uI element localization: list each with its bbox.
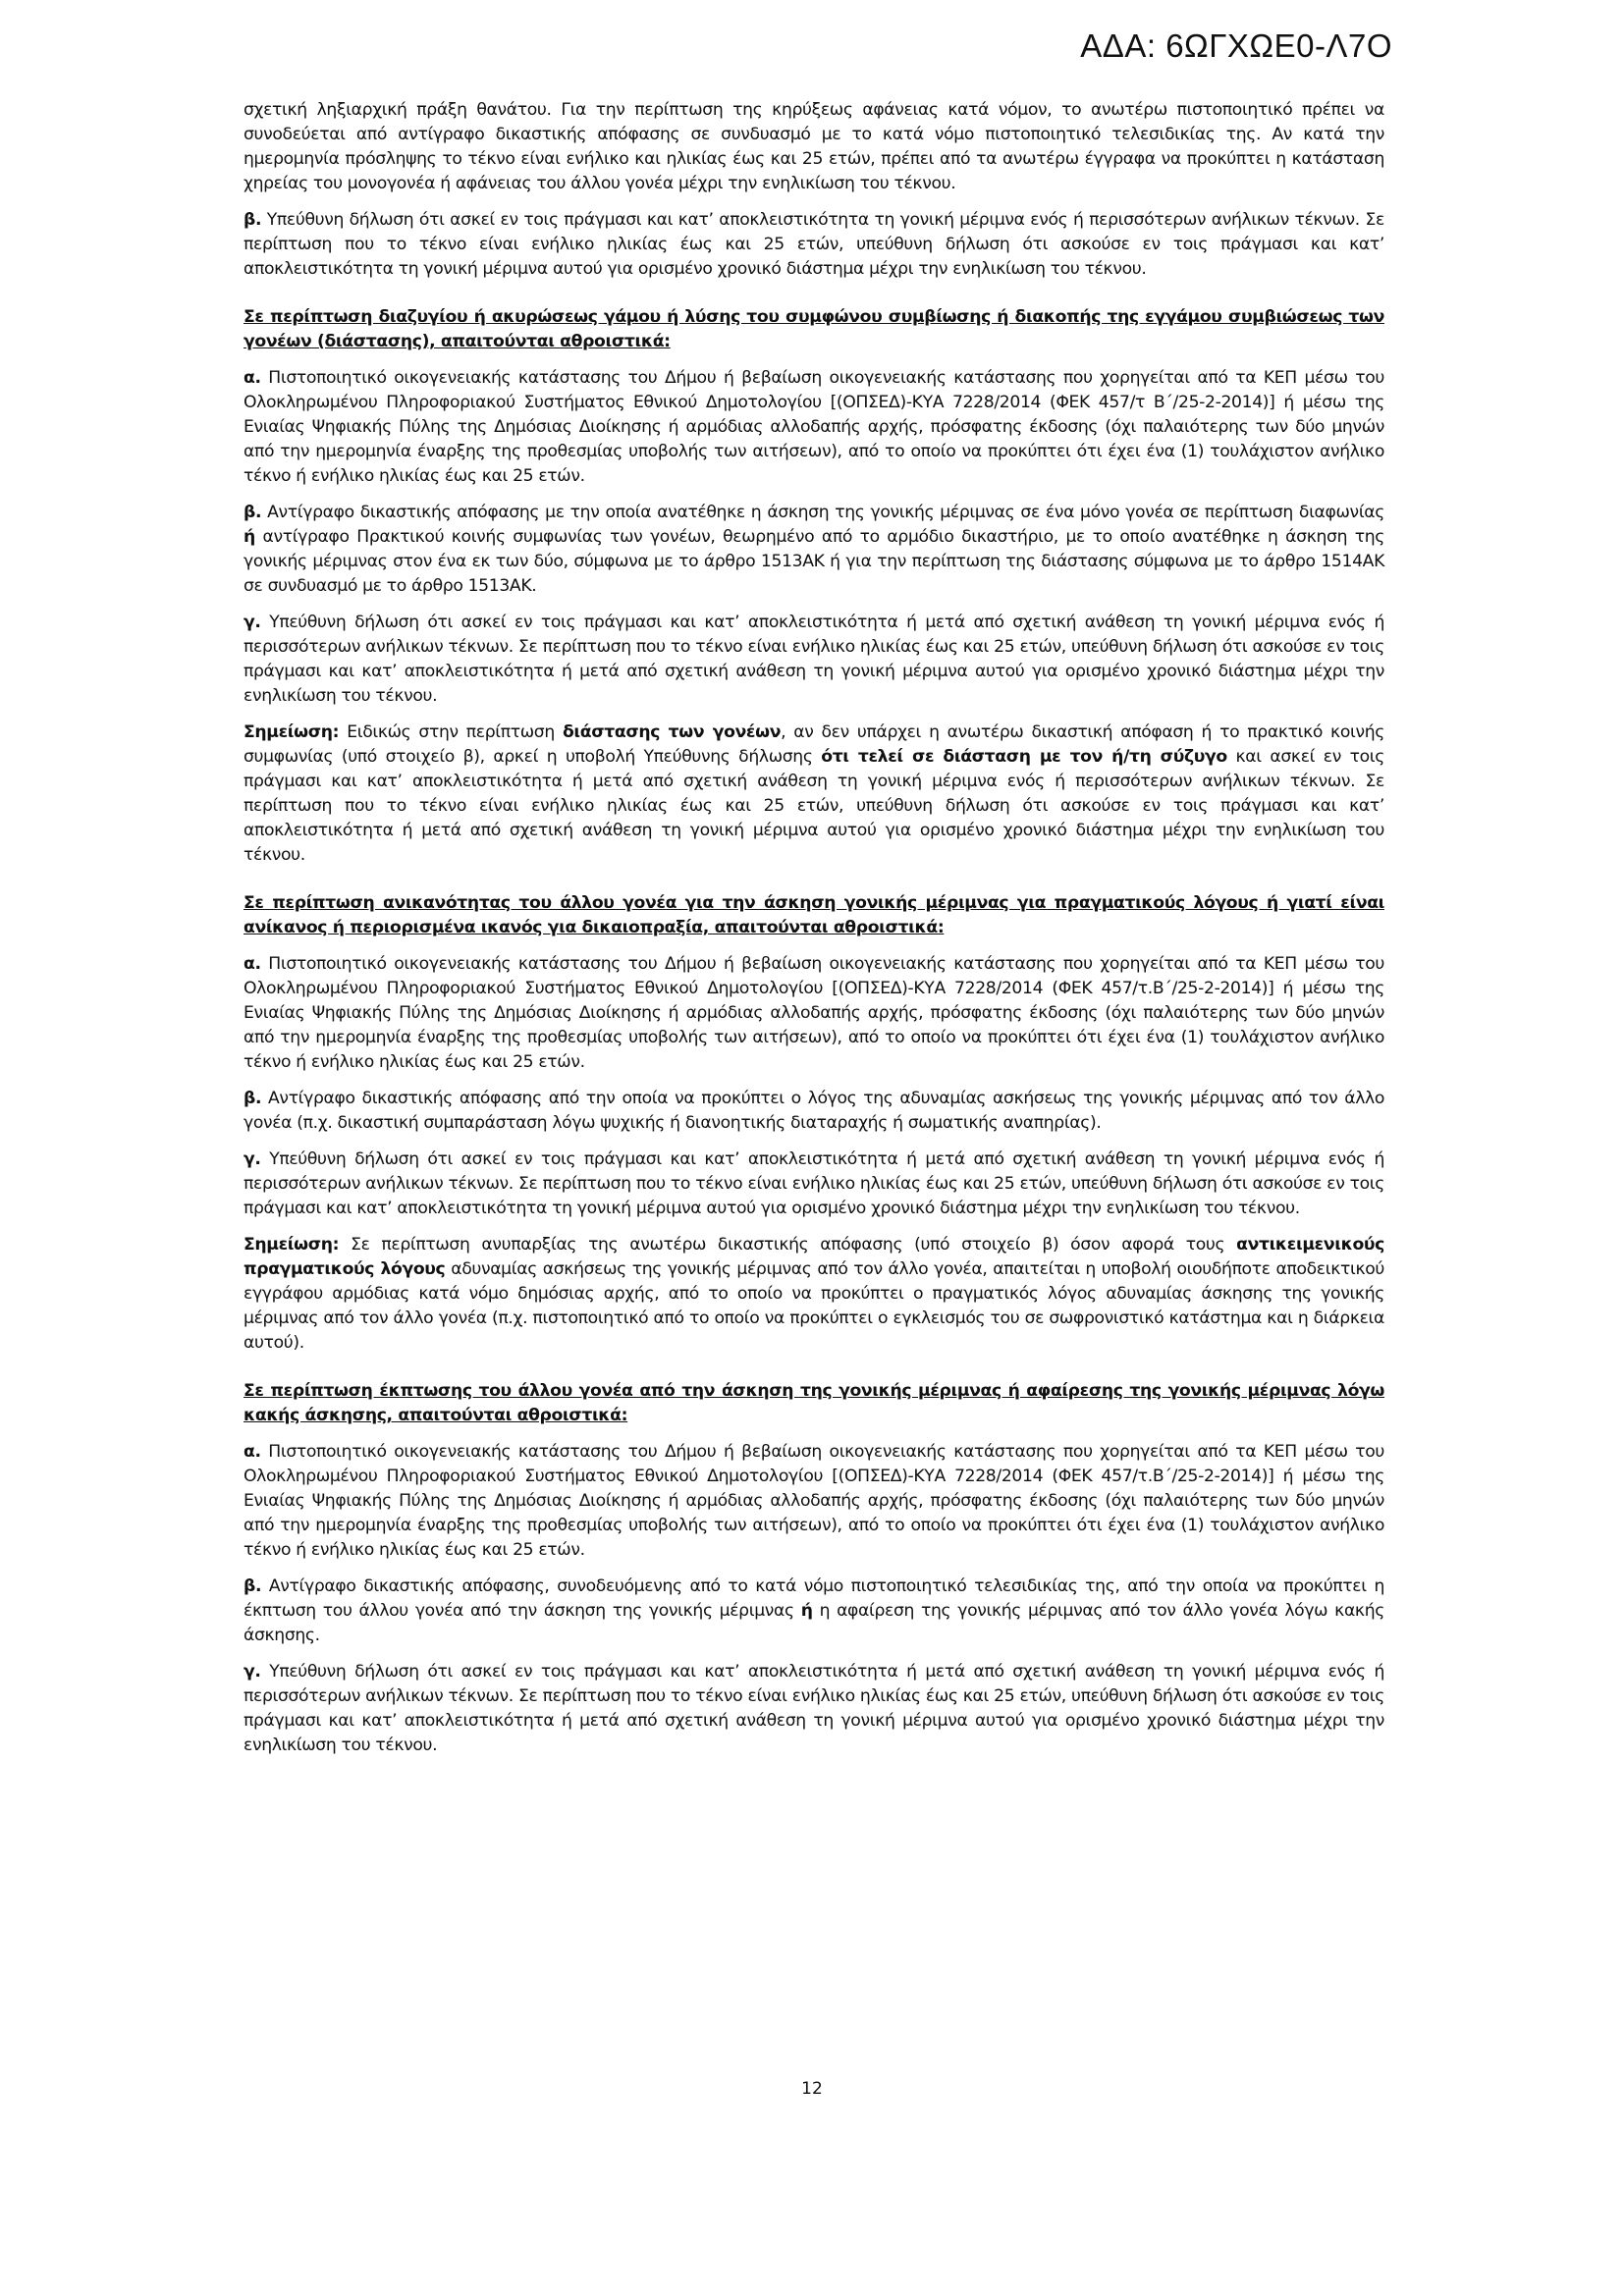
item-text: αντίγραφο Πρακτικού κοινής συμφωνίας των γονέων, θεωρημένο από το αρμόδιο δικαστήριο, με το οποίο ανατέθηκε η άσκηση της γονικής μέριμνας στον ένα εκ των δύο, σύμφωνα με το άρθρο 1513ΑΚ ή για την περίπτωση της διάστασης σύμφωνα με το άρθρο 1514ΑΚ σε συνδυασμό με το άρθρο 1513ΑΚ. — [244, 527, 1384, 596]
section1-item-b — [244, 501, 1384, 599]
bold-text: αντικειμενικούς πραγματικούς λόγους — [244, 1235, 1384, 1279]
item-text: η αφαίρεση της γονικής μέριμνας από τον άλλο γονέα λόγω κακής άσκησης. — [244, 1601, 1384, 1645]
item-label: α. — [244, 954, 261, 974]
section-heading-deprivation: Σε περίπτωση έκπτωσης του άλλου γονέα από την άσκηση της γονικής μέριμνας ή αφαίρεσης της γονικής μέριμνας λόγω κακής άσκησης, απαιτούνται αθροιστικά: — [244, 1381, 1384, 1425]
note-text: αδυναμίας ασκήσεως της γονικής μέριμνας από τον άλλο γονέα, απαιτείται η υποβολή οιουδήποτε αποδεικτικού εγγράφου αρμόδιας κατά νόμο δημόσιας αρχής, από το οποίο να προκύπτει ο πραγματικός λόγος αδυναμίας άσκησης της γονικής μέριμνας από τον άλλο γονέα (π.χ. πιστοποιητικό από το οποίο να προκύπτει ο εγκλεισμός του σε σωφρονιστικό κατάστημα και η διάρκεια αυτού). — [244, 1259, 1384, 1353]
note-label: Σημείωση: — [244, 1235, 340, 1255]
item-label: β. — [244, 1089, 262, 1108]
bold-text: διάστασης των γονέων — [562, 722, 782, 742]
item-text: Αντίγραφο δικαστικής απόφασης από την οποία να προκύπτει ο λόγος της αδυναμίας ασκήσεως της γονικής μέριμνας από τον άλλο γονέα (π.χ. δικαστική συμπαράσταση λόγω ψυχικής ή διανοητικής διαταραχής ή σωματικής αναπηρίας). — [244, 1089, 1384, 1133]
bold-text: ότι τελεί σε διάσταση με τον ή/τη σύζυγο — [821, 747, 1227, 767]
item-text: Πιστοποιητικό οικογενειακής κατάστασης του Δήμου ή βεβαίωση οικογενειακής κατάστασης που χορηγείται από τα ΚΕΠ μέσω του Ολοκληρωμένου Πληροφοριακού Συστήματος Εθνικού Δημοτολογίου [(ΟΠΣΕΔ)-ΚΥΑ 7228/2014 (ΦΕΚ 457/τ.Β΄/25-2-2014)] ή μέσω της Ενιαίας Ψηφιακής Πύλης της Δημόσιας Διοίκησης ή αρμόδιας αλλοδαπής αρχής, πρόσφατης έκδοσης (όχι παλαιότερης των δύο μηνών από την ημερομηνία έναρξης της προθεσμίας υποβολής των αιτήσεων), από το οποίο να προκύπτει ότι έχει ένα (1) τουλάχιστον ανήλικο τέκνο ή ενήλικο ηλικίας έως και 25 ετών. — [244, 954, 1384, 1072]
section2-item-c — [244, 1148, 1384, 1221]
bold-text: ή — [244, 527, 255, 547]
document-body — [244, 98, 1384, 1770]
section3-item-a — [244, 1440, 1384, 1563]
item-text: Υπεύθυνη δήλωση ότι ασκεί εν τοις πράγμασι και κατ’ αποκλειστικότητα τη γονική μέριμνα ενός ή περισσότερων ανήλικων τέκνων. Σε περίπτωση που το τέκνο είναι ενήλικο ηλικίας έως και 25 ετών, υπεύθυνη δήλωση ότι ασκούσε εν τοις πράγμασι και κατ’ αποκλειστικότητα τη γονική μέριμνα αυτού για ορισμένο χρονικό διάστημα μέχρι την ενηλικίωση του τέκνου. — [244, 210, 1384, 279]
page-number: 12 — [801, 2079, 823, 2099]
section1-item-c — [244, 611, 1384, 709]
item-label: γ. — [244, 1662, 261, 1682]
item-label: α. — [244, 368, 261, 388]
item-label: γ. — [244, 1149, 261, 1169]
note-text: , αν δεν υπάρχει η ανωτέρω δικαστική απόφαση ή το πρακτικό κοινής συμφωνίας (υπό στοιχείο β), αρκεί η υποβολή Υπεύθυνης δήλωσης — [244, 722, 1384, 767]
item-text: Υπεύθυνη δήλωση ότι ασκεί εν τοις πράγμασι και κατ’ αποκλειστικότητα ή μετά από σχετική ανάθεση τη γονική μέριμνα ενός ή περισσότερων ανήλικων τέκνων. Σε περίπτωση που το τέκνο είναι ενήλικο ηλικίας έως και 25 ετών, υπεύθυνη δήλωση ότι ασκούσε εν τοις πράγμασι και κατ’ αποκλειστικότητα ή μετά από σχετική ανάθεση τη γονική μέριμνα αυτού για ορισμένο χρονικό διάστημα μέχρι την ενηλικίωση του τέκνου. — [244, 613, 1384, 706]
note-text: και ασκεί εν τοις πράγμασι και κατ’ αποκλειστικότητα ή μετά από σχετική ανάθεση τη γονική μέριμνα ενός ή περισσότερων ανήλικων τέκνων. Σε περίπτωση που το τέκνο είναι ενήλικο ηλικίας έως και 25 ετών, υπεύθυνη δήλωση ότι ασκούσε εν τοις πράγμασι και κατ’ αποκλειστικότητα ή μετά από σχετική ανάθεση τη γονική μέριμνα αυτού για ορισμένο χρονικό διάστημα μέχρι την ενηλικίωση του τέκνου. — [244, 747, 1385, 865]
intro-item-b — [244, 208, 1384, 282]
item-text: Πιστοποιητικό οικογενειακής κατάστασης του Δήμου ή βεβαίωση οικογενειακής κατάστασης που χορηγείται από τα ΚΕΠ μέσω του Ολοκληρωμένου Πληροφοριακού Συστήματος Εθνικού Δημοτολογίου [(ΟΠΣΕΔ)-ΚΥΑ 7228/2014 (ΦΕΚ 457/τ.Β΄/25-2-2014)] ή μέσω της Ενιαίας Ψηφιακής Πύλης της Δημόσιας Διοίκησης ή αρμόδιας αλλοδαπής αρχής, πρόσφατης έκδοσης (όχι παλαιότερης των δύο μηνών από την ημερομηνία έναρξης της προθεσμίας υποβολής των αιτήσεων), από το οποίο να προκύπτει ότι έχει ένα (1) τουλάχιστον ανήλικο τέκνο ή ενήλικο ηλικίας έως και 25 ετών. — [244, 1442, 1384, 1560]
item-text: Πιστοποιητικό οικογενειακής κατάστασης του Δήμου ή βεβαίωση οικογενειακής κατάστασης που χορηγείται από τα ΚΕΠ μέσω του Ολοκληρωμένου Πληροφοριακού Συστήματος Εθνικού Δημοτολογίου [(ΟΠΣΕΔ)-ΚΥΑ 7228/2014 (ΦΕΚ 457/τ Β΄/25-2-2014)] ή μέσω της Ενιαίας Ψηφιακής Πύλης της Δημόσιας Διοίκησης ή αρμόδιας αλλοδαπής αρχής, πρόσφατης έκδοσης (όχι παλαιότερης των δύο μηνών από την ημερομηνία έναρξης της προθεσμίας υποβολής των αιτήσεων), από το οποίο να προκύπτει ότι έχει ένα (1) τουλάχιστον ανήλικο τέκνο ή ενήλικο ηλικίας έως και 25 ετών. — [244, 368, 1384, 486]
section-heading-divorce: Σε περίπτωση διαζυγίου ή ακυρώσεως γάμου ή λύσης του συμφώνου συμβίωσης ή διακοπής της εγγάμου συμβιώσεως των γονέων (διάστασης), απαιτούνται αθροιστικά: — [244, 307, 1384, 351]
item-label: β. — [244, 210, 262, 230]
intro-paragraph: σχετική ληξιαρχική πράξη θανάτου. Για την περίπτωση της κηρύξεως αφάνειας κατά νόμον, το ανωτέρω πιστοποιητικό πρέπει να συνοδεύεται από αντίγραφο δικαστικής απόφασης σε συνδυασμό με το κατά νόμο πιστοποιητικό τελεσιδικίας της. Αν κατά την ημερομηνία πρόσληψης το τέκνο είναι ενήλικο και ηλικίας έως και 25 ετών, πρέπει από τα ανωτέρω έγγραφα να προκύπτει η κατάσταση χηρείας του μονογονέα ή αφάνειας του άλλου γονέα μέχρι την ενηλικίωση του τέκνου. — [244, 100, 1384, 193]
section2-item-b — [244, 1087, 1384, 1136]
note-text: Σε περίπτωση ανυπαρξίας της ανωτέρω δικαστικής απόφασης (υπό στοιχείο β) όσον αφορά τους — [339, 1235, 1237, 1255]
section3-item-c — [244, 1660, 1384, 1758]
section2-item-a — [244, 952, 1384, 1075]
item-text: Αντίγραφο δικαστικής απόφασης με την οποία ανατέθηκε η άσκηση της γονικής μέριμνας σε ένα μόνο γονέα σε περίπτωση διαφωνίας — [261, 503, 1384, 522]
bold-text: ή — [800, 1601, 813, 1621]
item-label: β. — [244, 503, 262, 522]
item-label: α. — [244, 1442, 261, 1462]
note-label: Σημείωση: — [244, 722, 340, 742]
section1-item-a — [244, 366, 1384, 489]
item-text: Υπεύθυνη δήλωση ότι ασκεί εν τοις πράγμασι και κατ’ αποκλειστικότητα ή μετά από σχετική ανάθεση τη γονική μέριμνα ενός ή περισσότερων ανήλικων τέκνων. Σε περίπτωση που το τέκνο είναι ενήλικο ηλικίας έως και 25 ετών, υπεύθυνη δήλωση ότι ασκούσε εν τοις πράγμασι και κατ’ αποκλειστικότητα τη γονική μέριμνα αυτού για ορισμένο χρονικό διάστημα μέχρι την ενηλικίωση του τέκνου. — [244, 1149, 1384, 1218]
item-text: Υπεύθυνη δήλωση ότι ασκεί εν τοις πράγμασι και κατ’ αποκλειστικότητα ή μετά από σχετική ανάθεση τη γονική μέριμνα ενός ή περισσότερων ανήλικων τέκνων. Σε περίπτωση που το τέκνο είναι ενήλικο ηλικίας έως και 25 ετών, υπεύθυνη δήλωση ότι ασκούσε εν τοις πράγμασι και κατ’ αποκλειστικότητα ή μετά από σχετική ανάθεση τη γονική μέριμνα αυτού για ορισμένο χρονικό διάστημα μέχρι την ενηλικίωση του τέκνου. — [244, 1662, 1384, 1755]
note-text: Ειδικώς στην περίπτωση — [339, 722, 563, 742]
section-heading-incapacity: Σε περίπτωση ανικανότητας του άλλου γονέα για την άσκηση γονικής μέριμνας για πραγματικούς λόγους ή γιατί είναι ανίκανος ή περιορισμένα ικανός για δικαιοπραξία, απαιτούνται αθροιστικά: — [244, 893, 1384, 937]
section2-note — [244, 1233, 1384, 1356]
item-label: β. — [244, 1576, 262, 1596]
item-text: Αντίγραφο δικαστικής απόφασης, συνοδευόμενης από το κατά νόμο πιστοποιητικό τελεσιδικίας της, από την οποία να προκύπτει η έκπτωση του άλλου γονέα από την άσκηση της γονικής μέριμνας — [244, 1576, 1384, 1621]
section3-item-b — [244, 1575, 1384, 1648]
item-label: γ. — [244, 613, 261, 632]
ada-code: ΑΔΑ: 6ΩΓΧΩΕ0-Λ7Ο — [1080, 27, 1392, 64]
section1-note — [244, 721, 1384, 868]
